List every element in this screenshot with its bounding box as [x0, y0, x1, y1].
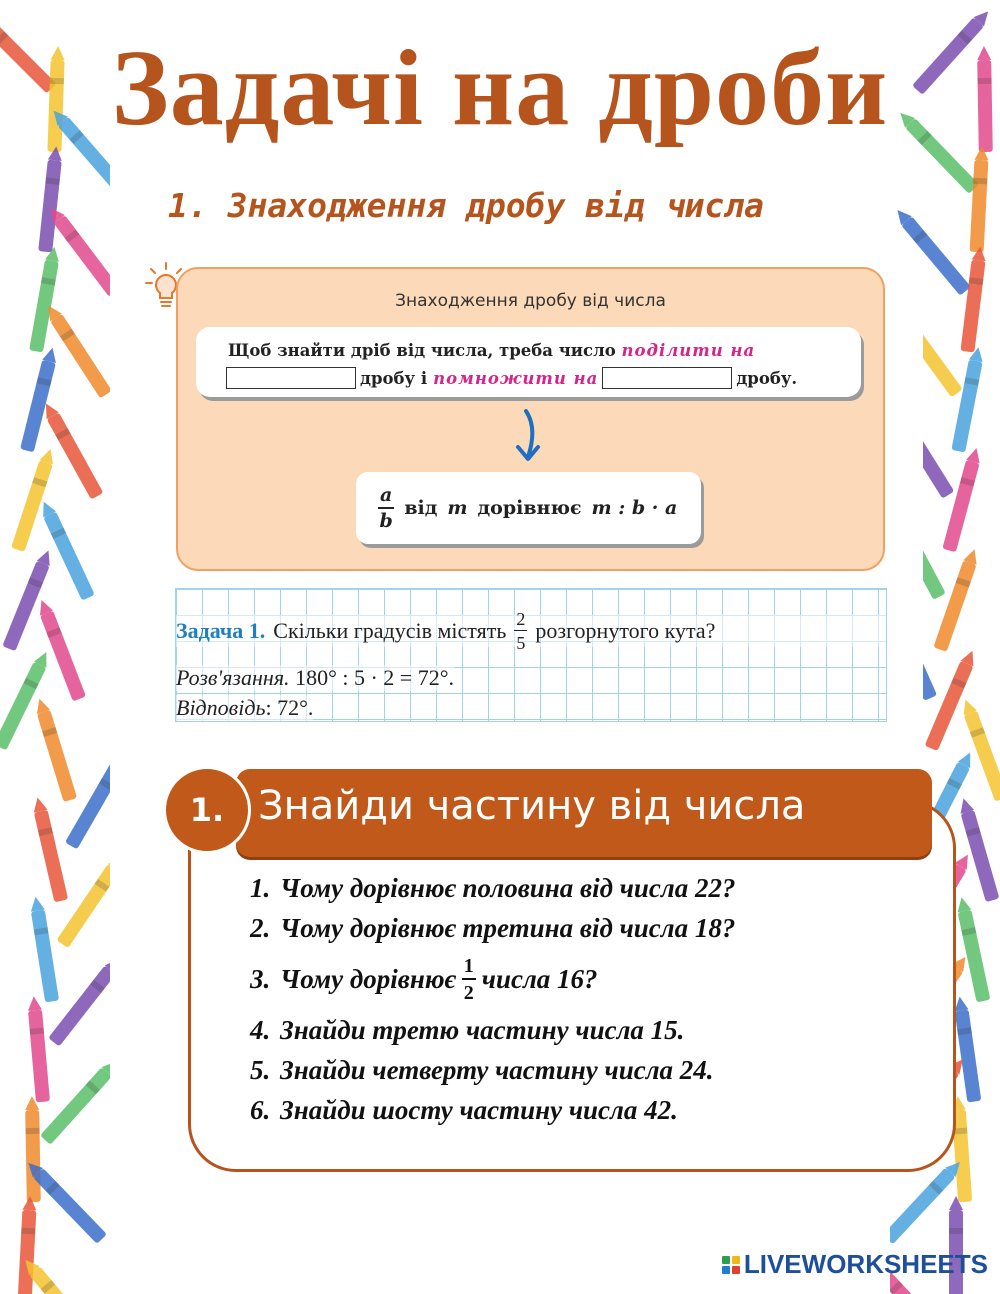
- example-task-fraction: [514, 610, 527, 652]
- question-item: [250, 1050, 736, 1090]
- fraction-denominator: 5: [516, 633, 526, 653]
- exercise-banner: [236, 769, 932, 857]
- crayon-decoration: [970, 160, 989, 253]
- formula-card: [356, 472, 701, 544]
- textbook-excerpt: [131, 255, 923, 740]
- formula-var: m: [447, 497, 468, 519]
- page-title: Задачі на дроби: [111, 29, 889, 148]
- crayon-decoration: [56, 864, 110, 948]
- watermark-text: LIVEWORKSHEETS: [743, 1249, 988, 1279]
- question-number: 3.: [250, 964, 271, 994]
- question-item: [250, 908, 736, 948]
- question-item: [250, 1010, 736, 1050]
- question-text: Чому дорівнює: [280, 964, 456, 994]
- solution-text: 180° : 5 · 2 = 72°.: [289, 665, 455, 690]
- fraction-denominator: b: [379, 509, 393, 532]
- question-text: Знайди третю частину числа 15.: [280, 1015, 685, 1045]
- section-subtitle: 1. Знаходження дробу від числа: [168, 186, 765, 225]
- crayon-decoration: [31, 909, 59, 1002]
- fraction-numerator: a: [378, 486, 394, 509]
- arrow-down-icon: [514, 409, 544, 465]
- question-item: [250, 1090, 736, 1130]
- crayon-decoration: [50, 314, 110, 399]
- rule-text: Щоб знайти дріб від числа, треба число: [228, 341, 616, 360]
- liveworksheets-logo-icon: [722, 1256, 740, 1274]
- example-task-grid: [175, 588, 887, 722]
- question-number: 4.: [250, 1015, 271, 1045]
- question-number: 5.: [250, 1055, 271, 1085]
- rule-line-2: [226, 367, 797, 389]
- crayon-decoration: [48, 965, 110, 1046]
- exercise-number-badge: 1.: [163, 766, 251, 854]
- rule-text: дробу і: [360, 368, 428, 388]
- rule-line-1: [228, 341, 755, 360]
- formula-text: від: [404, 497, 438, 519]
- crayon-decoration: [960, 259, 985, 352]
- crayon-decoration: [951, 360, 982, 453]
- crayon-decoration: [65, 763, 110, 850]
- question-text: Чому дорівнює половина від числа 22?: [280, 873, 736, 903]
- crayon-decoration: [54, 215, 110, 297]
- liveworksheets-watermark: [722, 1249, 988, 1280]
- fraction-denominator: 2: [463, 981, 474, 1004]
- example-task-text: Скільки градусів містять: [273, 618, 507, 643]
- example-solution: [176, 665, 454, 691]
- crayon-decoration: [29, 1266, 99, 1294]
- crayon-decoration: [933, 560, 976, 652]
- question-item: [250, 868, 736, 908]
- crayon-decoration: [942, 460, 979, 552]
- question-text: числа 16?: [481, 964, 598, 994]
- blank-answer-field-1[interactable]: [226, 367, 356, 389]
- question-item: [250, 948, 736, 1010]
- formula-fraction: [378, 483, 394, 532]
- answer-label: Відповідь: [176, 695, 266, 720]
- fraction-numerator: 2: [516, 609, 526, 629]
- example-task-text: розгорнутого кута?: [535, 618, 716, 643]
- crayon-border-left: [0, 0, 110, 1294]
- blank-answer-field-2[interactable]: [602, 367, 732, 389]
- question-number: 1.: [250, 873, 271, 903]
- fraction-numerator: 1: [462, 956, 476, 980]
- solution-label: Розв'язання.: [176, 665, 290, 690]
- crayon-decoration: [25, 1110, 41, 1202]
- question-list: [250, 868, 736, 1130]
- question-number: 6.: [250, 1095, 271, 1125]
- rule-heading: Знаходження дробу від числа: [395, 291, 666, 311]
- example-task-label: Задача 1.: [176, 618, 266, 643]
- crayon-decoration: [28, 1010, 50, 1103]
- question-text: Знайди шосту частину числа 42.: [280, 1095, 678, 1125]
- answer-text: : 72°.: [265, 695, 314, 720]
- rule-highlight-multiply: помножити на: [433, 368, 599, 388]
- rule-box: [176, 267, 885, 571]
- formula-expression: m : b · a: [591, 497, 678, 519]
- formula-text: дорівнює: [477, 497, 582, 519]
- crayon-decoration: [34, 810, 68, 903]
- question-text: Знайди четверту частину числа 24.: [280, 1055, 714, 1085]
- example-answer: [176, 695, 313, 721]
- question-text: Чому дорівнює третина від числа 18?: [280, 913, 736, 943]
- crayon-decoration: [33, 1168, 107, 1244]
- crayon-decoration: [37, 710, 77, 802]
- rule-highlight-divide: поділити на: [621, 341, 756, 360]
- crayon-decoration: [890, 1168, 955, 1245]
- crayon-decoration: [40, 1067, 110, 1145]
- rule-card: [196, 327, 861, 397]
- example-task-line: [176, 609, 886, 653]
- question-number: 2.: [250, 913, 271, 943]
- rule-text: дробу.: [736, 368, 798, 388]
- question-fraction: [462, 956, 476, 1003]
- exercise-title: Знайди частину від числа: [258, 783, 806, 829]
